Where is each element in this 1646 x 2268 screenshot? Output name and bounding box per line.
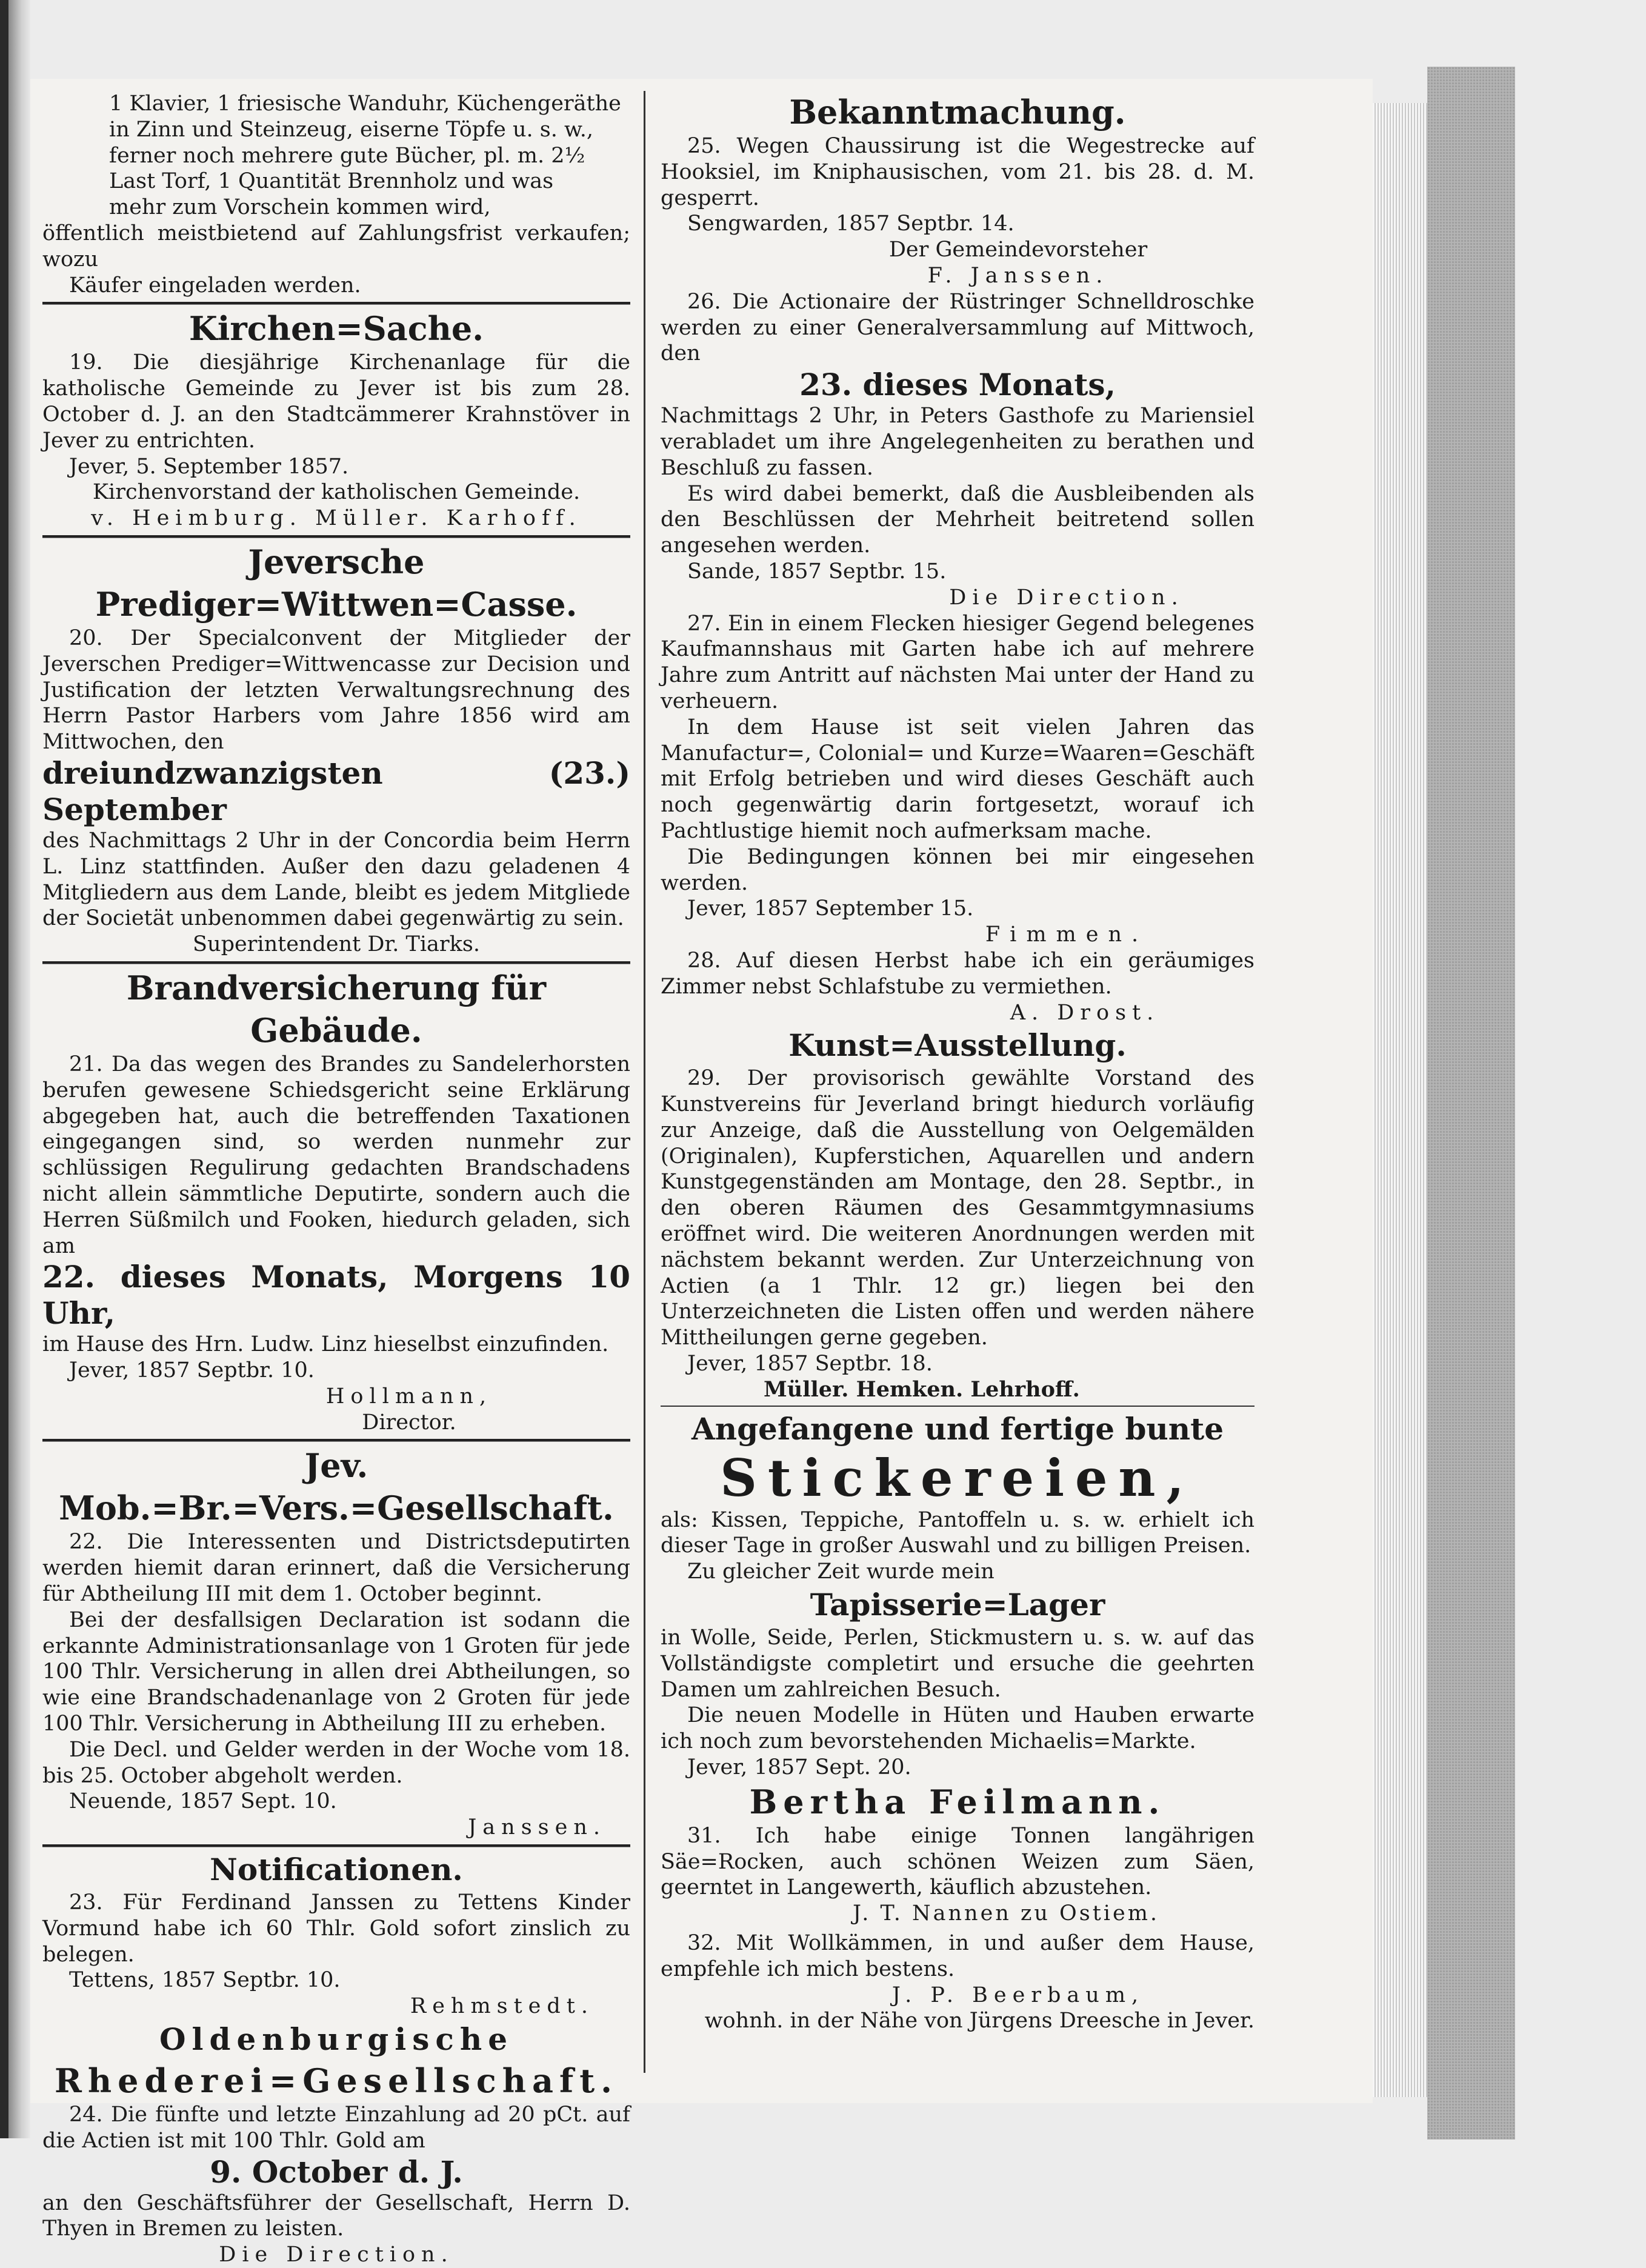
notice-25: 25. Wegen Chaussirung ist die Wegestrecke auf Hooksiel, im Kniphausischen, vom 21. bis 28. d. M. gesperrt. (661, 134, 1254, 210)
page-stack-edges (1373, 103, 1427, 2097)
notice-29: 29. Der provisorisch gewählte Vorstand des Kunstvereins für Jeverland bringt hiedurch vorläufig zur Anzeige, daß die Ausstellung von Oelgemälden (Originalen), Kupferstichen, Aquarellen und andern Kunstgegenständen am Montage, den 28. Septbr., in den oberen Räumen des Gesammtgymnasiums eröffnet wird. Die weiteren Anordnungen werden mit nächstem bekannt werden. Zur Unterzeichnung von Actien (a 1 Thlr. 12 gr.) liegen bei den Unterzeichneten die Listen offen und werden nähere Mittheilungen gerne gegeben. (661, 1066, 1254, 1350)
notice-20: 20. Der Specialconvent der Mitglieder der Jeverschen Prediger=Wittwencasse zur Decision und Justification der letzten Verwaltungsrechnung des Herrn Pastor Harbers vom Jahre 1856 wird am Mittwochen, den (42, 625, 630, 755)
notice-26-cont: Nachmittags 2 Uhr, in Peters Gasthofe zu Mariensiel verabladet um ihre Angelegenheiten zu berathen und Beschluß zu fassen. (661, 404, 1254, 480)
notice-21-date: Jever, 1857 Septbr. 10. (69, 1358, 315, 1383)
notice-21-title: Director. (362, 1410, 456, 1435)
section-divider (42, 961, 630, 964)
ad-tapisserie-text-b: Die neuen Modelle in Hüten und Hauben erwarte ich noch zum bevorstehenden Michaelis=Markte. (661, 1703, 1254, 1754)
notice-22-signature: Janssen. (468, 1815, 606, 1840)
notice-32: 32. Mit Wollkämmen, in und außer dem Hause, empfehle ich mich bestens. (661, 1931, 1254, 1981)
ad-heading-tapisserie: Tapisserie=Lager (810, 1587, 1105, 1623)
notice-25-date: Sengwarden, 1857 Septbr. 14. (687, 212, 1015, 236)
ad-signature-bertha: Bertha Feilmann. (749, 1782, 1166, 1821)
ad-heading-stickereien-1: Angefangene und fertige bunte (691, 1410, 1224, 1447)
section-divider (42, 302, 630, 305)
notice-25-signature: Der Gemeindevorsteher (888, 238, 1148, 262)
line: mehr zum Vorschein kommen wird, (109, 195, 491, 220)
notice-27-c: Die Bedingungen können bei mir eingesehen werden. (661, 844, 1254, 895)
notice-20-cont: des Nachmittags 2 Uhr in der Concordia beim Herrn L. Linz stattfinden. Außer den dazu geladenen 4 Mitgliedern aus dem Lande, bleibt es jedem Mitgliede der Societät unbenommen dabei gegenwärtig zu sein. (42, 828, 630, 931)
notice-26-remark: Es wird dabei bemerkt, daß die Ausbleibenden als den Beschlüssen der Mehrheit beitretend sollen angesehen werden. (661, 481, 1254, 558)
notice-22-b: Bei der desfallsigen Declaration ist sodann die erkannte Administrationsanlage von 1 Groten für jede 100 Thlr. Versicherung in allen drei Abtheilungen, so wie eine Brandschadenanlage von 2 Groten für jede 100 Thlr. Versicherung in Abtheilung III zu erheben. (42, 1607, 630, 1736)
notice-32-address: wohnh. in der Nähe von Jürgens Dreesche in Jever. (704, 2009, 1254, 2033)
notice-20-date-display: dreiundzwanzigsten (23.) September (42, 755, 630, 827)
notice-27-b: In dem Hause ist seit vielen Jahren das Manufactur=, Colonial= und Kurze=Waaren=Geschäft mit Erfolg betrieben und wird dieses Geschäft auch noch gegenwärtig darin fortgesetzt, worauf ich Pachtlustige hiemit noch aufmerksam mache. (661, 715, 1254, 843)
ad-tapisserie-text: in Wolle, Seide, Perlen, Stickmustern u. s. w. auf das Vollständigste completirt und ersuche die geehrten Damen um zahlreichen Besuch. (661, 1626, 1254, 1702)
notice-19-signatories: v. Heimburg. Müller. Karhoff. (91, 506, 582, 531)
notice-22-c: Die Decl. und Gelder werden in der Woche vom 18. bis 25. October abgeholt werden. (42, 1737, 630, 1788)
ad-date: Jever, 1857 Sept. 20. (687, 1755, 911, 1780)
book-cover-edge (1427, 67, 1515, 2140)
line: öffentlich meistbietend auf Zahlungsfrist verkaufen; wozu (42, 221, 630, 272)
section-divider (42, 1844, 630, 1847)
ad-stickereien-text-b: Zu gleicher Zeit wurde mein (687, 1559, 995, 1584)
auction-notice-continuation (42, 91, 630, 298)
ad-stickereien-text: als: Kissen, Teppiche, Pantoffeln u. s. w. erhielt ich dieser Tage in großer Auswahl und zu billigen Preisen. (661, 1507, 1254, 1558)
notice-24-date-display: 9. October d. J. (210, 2153, 463, 2190)
section-heading-kunst: Kunst=Ausstellung. (788, 1027, 1127, 1064)
notice-21-date-display: 22. dieses Monats, Morgens 10 Uhr, (42, 1259, 630, 1332)
notice-26-signature: Die Direction. (949, 585, 1184, 610)
notice-19-signature: Kirchenvorstand der katholischen Gemeinde. (92, 480, 581, 505)
section-divider (661, 1406, 1254, 1407)
page-fold-shadow (8, 0, 30, 2138)
notice-26-date: Sande, 1857 Septbr. 15. (687, 559, 947, 584)
notice-24-signature: Die Direction. (219, 2243, 454, 2267)
ad-heading-stickereien-2: Stickereien, (720, 1447, 1195, 1508)
notice-31-signature: J. T. Nannen zu Ostiem. (852, 1901, 1160, 1926)
notice-19-date: Jever, 5. September 1857. (69, 454, 349, 479)
column-divider (644, 91, 645, 2073)
line: in Zinn und Steinzeug, eiserne Töpfe u. s. w., (109, 117, 594, 142)
section-heading-kirchen: Kirchen=Sache. (188, 309, 484, 349)
section-divider (42, 1439, 630, 1442)
notice-21-cont: im Hause des Hrn. Ludw. Linz hieselbst einzufinden. (42, 1332, 609, 1357)
line: ferner noch mehrere gute Bücher, pl. m. 2½ (109, 143, 585, 168)
line: Last Torf, 1 Quantität Brennholz und was (109, 169, 554, 194)
binding-edge (0, 0, 8, 2138)
line: 1 Klavier, 1 friesische Wanduhr, Küchengeräthe (109, 92, 621, 116)
notice-23-signature: Rehmstedt. (410, 1994, 594, 2019)
notice-24-cont: an den Geschäftsführer der Gesellschaft, Herrn D. Thyen in Bremen zu leisten. (42, 2190, 630, 2241)
line: Käufer eingeladen werden. (69, 273, 361, 298)
notice-29-signatories: Müller. Hemken. Lehrhoff. (764, 1376, 1080, 1402)
notice-20-signature: Superintendent Dr. Tiarks. (193, 932, 480, 957)
notice-27-date: Jever, 1857 September 15. (687, 896, 974, 921)
scan-background (1515, 0, 1646, 2138)
notice-31: 31. Ich habe einige Tonnen langährigen Säe=Rocken, auch schönen Weizen zum Säen, geerntet in Langewerth, käuflich abzustehen. (661, 1823, 1254, 1900)
notice-32-signature: J. P. Beerbaum, (891, 1983, 1145, 2007)
notice-23: 23. Für Ferdinand Janssen zu Tettens Kinder Vormund habe ich 60 Thlr. Gold sofort zinslich zu belegen. (42, 1890, 630, 1967)
notice-26: 26. Die Actionaire der Rüstringer Schnelldroschke werden zu einer Generalversammlung auf Mittwoch, den (661, 289, 1254, 366)
right-column (661, 91, 1254, 2034)
section-heading-prediger: Jeversche Prediger=Wittwen=Casse. (95, 542, 578, 624)
notice-21-signature: Hollmann, (325, 1384, 493, 1409)
notice-27: 27. Ein in einem Flecken hiesiger Gegend belegenes Kaufmannshaus mit Garten habe ich auf mehrere Jahre zum Antritt auf nächsten Mai unter der Hand zu verheuern. (661, 611, 1254, 713)
notice-24: 24. Die fünfte und letzte Einzahlung ad 20 pCt. auf die Actien ist mit 100 Thlr. Gold am (42, 2103, 630, 2153)
notice-21: 21. Da das wegen des Brandes zu Sandelerhorsten berufen gewesene Schiedsgericht seine Erklärung abgegeben hat, auch die betreffenden Taxationen eingegangen sind, so werden nunmehr zur schlüssigen Regulirung gedachten Brandschadens nicht allein sämmtliche Deputirte, sondern auch die Herren Süßmilch und Fooken, hiedurch geladen, sich am (42, 1052, 630, 1258)
section-divider (42, 535, 630, 538)
section-heading-bekannt: Bekanntmachung. (789, 93, 1126, 132)
notice-28: 28. Auf diesen Herbst habe ich ein geräumiges Zimmer nebst Schlafstube zu vermiethen. (661, 948, 1254, 999)
notice-29-date: Jever, 1857 Septbr. 18. (687, 1352, 933, 1376)
left-column (42, 91, 630, 2268)
section-heading-notif: Notificationen. (210, 1852, 463, 1888)
section-heading-mob: Jev. Mob.=Br.=Vers.=Gesellschaft. (59, 1446, 614, 1528)
notice-23-date: Tettens, 1857 Septbr. 10. (69, 1968, 341, 1993)
notice-22-date: Neuende, 1857 Sept. 10. (69, 1789, 337, 1814)
notice-27-signature: Fimmen. (985, 922, 1148, 947)
notice-28-signature: A. Drost. (1010, 1000, 1160, 1025)
section-heading-rhederei: Rhederei=Gesellschaft. (55, 2061, 618, 2101)
notice-26-date-display: 23. dieses Monats, (799, 367, 1116, 403)
section-heading-oldenburg: Oldenburgische (159, 2021, 514, 2058)
notice-19: 19. Die diesjährige Kirchenanlage für die katholische Gemeinde zu Jever ist bis zum 28. October d. J. an den Stadtcämmerer Krahnstöver in Jever zu entrichten. (42, 350, 630, 453)
section-heading-brand: Brandversicherung für Gebäude. (126, 968, 547, 1050)
notice-25-name: F. Janssen. (927, 263, 1109, 288)
notice-22: 22. Die Interessenten und Districtsdeputirten werden hiemit daran erinnert, daß die Versicherung für Abtheilung III mit dem 1. October beginnt. (42, 1530, 630, 1607)
